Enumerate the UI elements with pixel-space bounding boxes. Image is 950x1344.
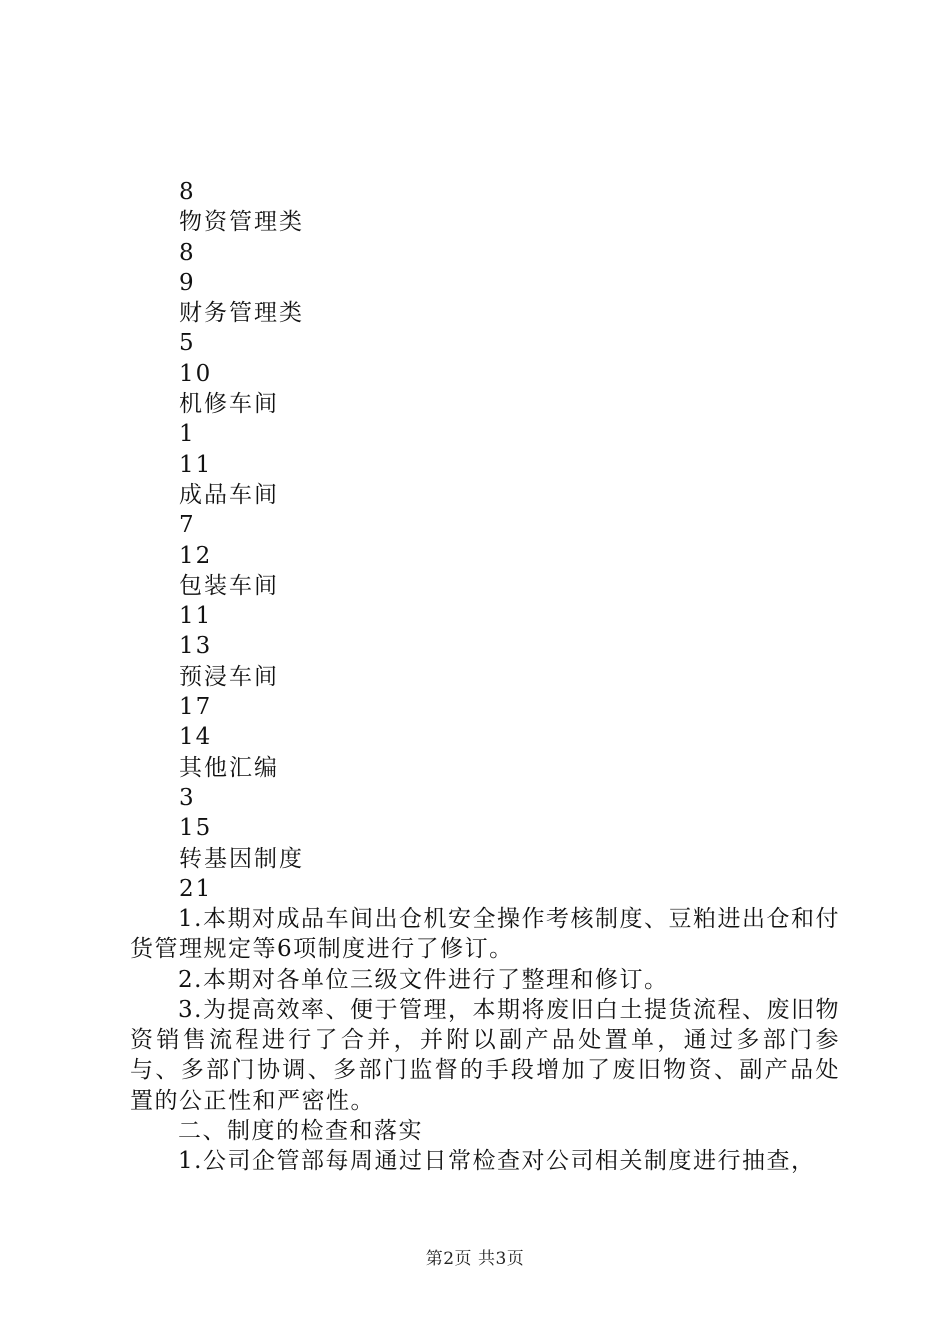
- list-item: 10: [179, 360, 213, 387]
- paragraph-process-merge: 3.为提高效率、便于管理，本期将废旧白土提货流程、废旧物资销售流程进行了合并，并附以副产品处置单，通过多部门参与、多部门协调、多部门监督的手段增加了废旧物资、副产品处置的公正性和严密性。: [130, 996, 840, 1114]
- list-item: 11: [179, 451, 213, 478]
- paragraph-tier3-docs: 2.本期对各单位三级文件进行了整理和修订。: [178, 966, 669, 993]
- list-item: 成品车间: [179, 481, 279, 508]
- list-item: 预浸车间: [179, 663, 279, 690]
- list-item: 转基因制度: [179, 845, 304, 872]
- list-item: 3: [179, 784, 196, 811]
- list-item: 8: [179, 179, 196, 205]
- paragraph-weekly-inspection: 1.公司企管部每周通过日常检查对公司相关制度进行抽查，: [178, 1148, 816, 1175]
- list-item: 包装车间: [179, 572, 279, 599]
- list-item: 13: [179, 633, 213, 660]
- list-item: 机修车间: [179, 391, 279, 418]
- list-item: 财务管理类: [179, 300, 304, 327]
- list-item: 9: [179, 269, 196, 296]
- list-item: 21: [179, 875, 213, 902]
- list-item: 1: [179, 421, 196, 448]
- section-heading: 二、制度的检查和落实: [178, 1118, 423, 1145]
- list-item: 物资管理类: [179, 209, 304, 236]
- page-footer: 第2页 共3页: [425, 1249, 525, 1269]
- list-item: 其他汇编: [179, 754, 279, 781]
- paragraph-revision-note: 1.本期对成品车间出仓机安全操作考核制度、豆粕进出仓和付货管理规定等6项制度进行了修订。: [130, 906, 840, 963]
- list-item: 15: [179, 815, 213, 842]
- list-item: 17: [179, 694, 213, 721]
- list-item: 12: [179, 542, 213, 569]
- list-item: 7: [179, 512, 196, 539]
- list-item: 5: [179, 330, 196, 357]
- regulation-count-list: [179, 177, 779, 904]
- list-item: 11: [179, 603, 213, 630]
- list-item: 8: [179, 239, 196, 266]
- list-item: 14: [179, 724, 213, 751]
- body-paragraphs: [130, 904, 840, 1177]
